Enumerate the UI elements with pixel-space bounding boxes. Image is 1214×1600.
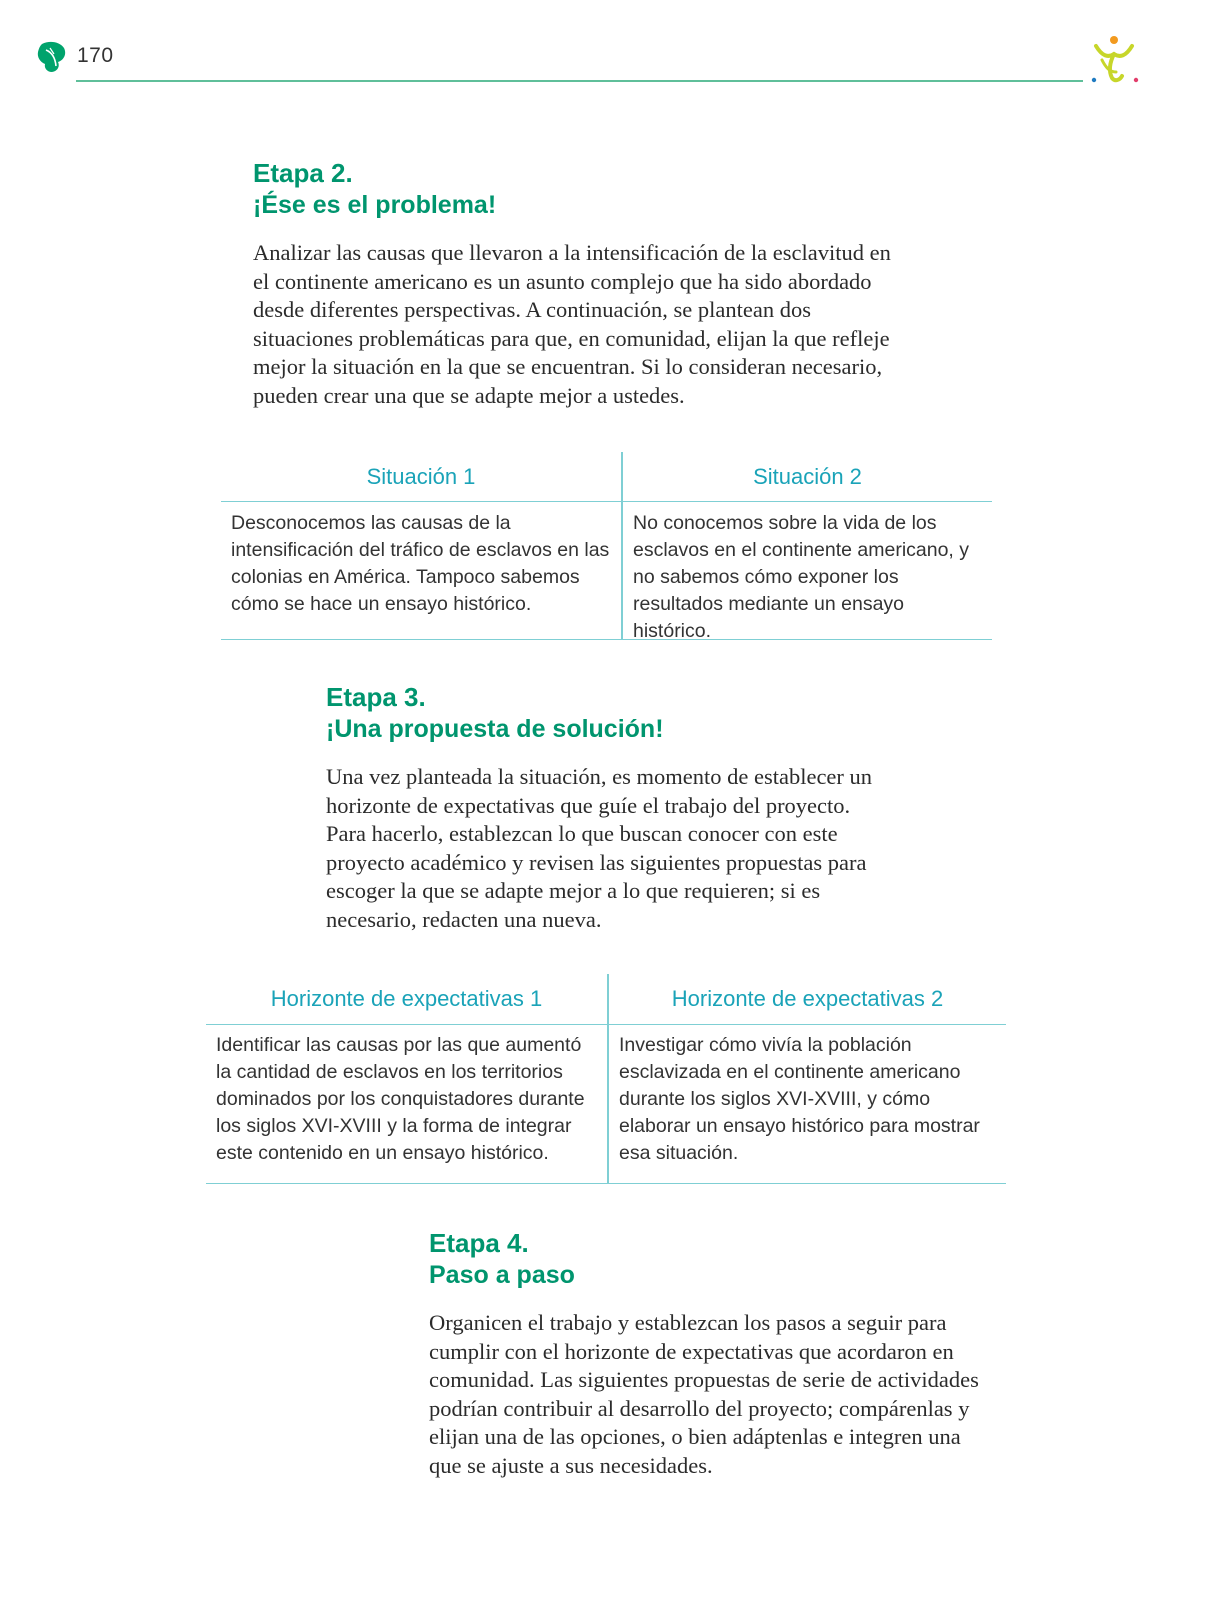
- situation-1-column: [221, 452, 621, 639]
- stage-2-subtitle: ¡Ése es el problema!: [253, 191, 497, 219]
- colorful-figure-logo-icon: [1088, 34, 1140, 86]
- horizon-2-header: Horizonte de expectativas 2: [609, 974, 1006, 1025]
- stage-3-subtitle: ¡Una propuesta de solución!: [326, 715, 664, 743]
- horizon-1-column: [206, 974, 607, 1183]
- situation-2-header: Situación 2: [623, 452, 992, 502]
- stage-4-subtitle: Paso a paso: [429, 1261, 575, 1289]
- stage-2-section: [253, 157, 893, 410]
- stage-2-title: Etapa 2.: [253, 158, 353, 188]
- horizon-1-header: Horizonte de expectativas 1: [206, 974, 607, 1025]
- stage-3-body: Una vez planteada la situación, es momento de establecer un horizonte de expectativas que guíe el trabajo del proyecto. Para hacerlo, establezcan lo que buscan conocer con este proyecto académico y revisen las siguientes propuestas para escoger la que se adapte mejor a lo que requieren; si es necesario, redacten una nueva.: [326, 764, 873, 932]
- stage-3-section: [326, 681, 886, 934]
- page-number: 170: [77, 44, 114, 67]
- stage-3-title: Etapa 3.: [326, 682, 426, 712]
- horizons-table: [206, 974, 1006, 1184]
- situations-table: [221, 452, 992, 640]
- horizon-1-text: Identificar las causas por las que aumentó la cantidad de esclavos en los territorios dominados por los conquistadores durante los siglos XVI-XVIII y la forma de integrar este contenido en un ensayo histórico.: [216, 1034, 585, 1164]
- situation-2-text: No conocemos sobre la vida de los esclavos en el continente americano, y no sabemos cómo exponer los resultados mediante un ensayo histórico.: [633, 512, 970, 642]
- green-leaf-icon: [36, 40, 68, 74]
- stage-2-body: Analizar las causas que llevaron a la intensificación de la esclavitud en el continente americano es un asunto complejo que ha sido abordado desde diferentes perspectivas. A continuación, se plantean dos situaciones problemáticas para que, en comunidad, elijan la que refleje mejor la situación en la que se encuentran. Si lo consideran necesario, pueden crear una que se adapte mejor a ustedes.: [253, 240, 891, 408]
- stage-4-body: Organicen el trabajo y establezcan los pasos a seguir para cumplir con el horizonte de expectativas que acordaron en comunidad. Las siguientes propuestas de serie de actividades podrían contribuir al desarrollo del proyecto; compárenlas y elijan una de las opciones, o bien adáptenlas e integren una que se ajuste a sus necesidades.: [429, 1310, 979, 1478]
- horizon-2-column: [609, 974, 1006, 1183]
- page-header: [0, 0, 1214, 100]
- situation-2-column: [623, 452, 992, 642]
- header-rule: [76, 80, 1083, 82]
- situation-1-header: Situación 1: [221, 452, 621, 502]
- situation-1-text: Desconocemos las causas de la intensificación del tráfico de esclavos en las colonias en América. Tampoco sabemos cómo se hace un ensayo histórico.: [231, 512, 610, 615]
- stage-4-title: Etapa 4.: [429, 1228, 529, 1258]
- stage-4-section: [429, 1227, 989, 1480]
- horizon-2-text: Investigar cómo vivía la población esclavizada en el continente americano durante los siglos XVI-XVIII, y cómo elaborar un ensayo histórico para mostrar esa situación.: [619, 1034, 980, 1164]
